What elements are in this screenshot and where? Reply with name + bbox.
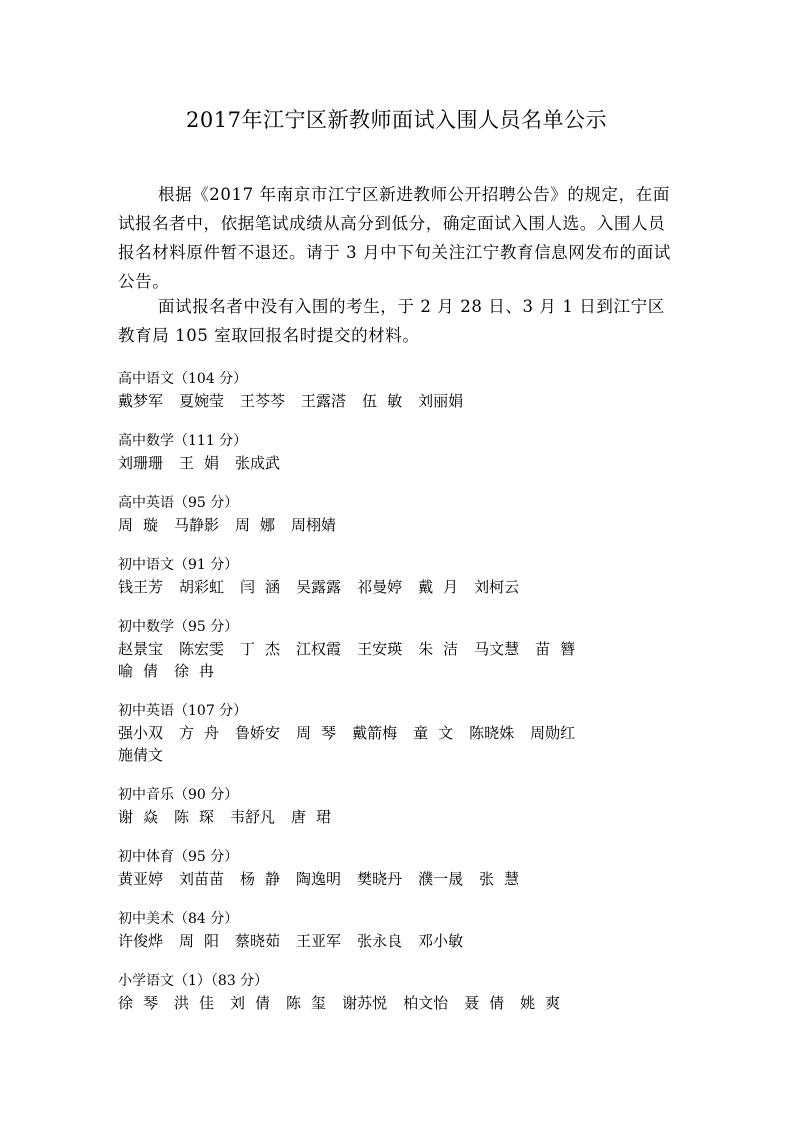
- subject-title: 高中英语（95 分）: [118, 495, 239, 511]
- paragraph-material-return: 面试报名者中没有入围的考生，于 2 月 28 日、3 月 1 日到江宁区教育局 105 室取回报名时提交的材料。: [118, 297, 665, 345]
- candidate-names: [118, 930, 678, 952]
- candidate-name: 陈宏雯: [179, 640, 225, 658]
- subject-section: [118, 370, 678, 412]
- candidate-name: 方舟: [179, 724, 230, 742]
- candidate-name: 濮一晟: [418, 870, 464, 888]
- candidate-name: 谢苏悦: [342, 994, 388, 1012]
- candidate-names: [118, 514, 678, 536]
- candidate-row: [118, 930, 678, 952]
- subject-section: [118, 494, 678, 536]
- candidate-name: 周栩婧: [291, 516, 337, 534]
- candidate-name: 赵景宝: [118, 640, 164, 658]
- candidate-name: 刘柯云: [474, 578, 520, 596]
- candidate-name: 戴箭梅: [352, 724, 398, 742]
- candidate-row: [118, 576, 678, 598]
- subject-title: 初中美术（84 分）: [118, 911, 239, 927]
- candidate-name: 周琴: [296, 724, 347, 742]
- candidate-name: 王露溚: [301, 392, 347, 410]
- candidate-name: 吴露露: [296, 578, 342, 596]
- candidate-name: 周阳: [179, 932, 230, 950]
- candidate-row: [118, 390, 678, 412]
- candidate-name: 闫涵: [240, 578, 291, 596]
- subject-section: [118, 618, 678, 682]
- candidate-name: 姚爽: [520, 994, 571, 1012]
- subject-title: 初中数学（95 分）: [118, 619, 239, 635]
- candidate-name: 马文慧: [474, 640, 520, 658]
- subject-section: [118, 432, 678, 474]
- candidate-name: 朱洁: [418, 640, 469, 658]
- candidate-name: 黄亚婷: [118, 870, 164, 888]
- candidate-name: 邓小敏: [418, 932, 464, 950]
- candidate-name: 夏婉莹: [179, 392, 225, 410]
- candidate-name: 陈琛: [174, 808, 225, 826]
- candidate-name: 刘珊珊: [118, 454, 164, 472]
- candidate-name: 樊晓丹: [357, 870, 403, 888]
- candidate-name: 杨静: [240, 870, 291, 888]
- candidate-name: 强小双: [118, 724, 164, 742]
- candidate-name: 苗簪: [535, 640, 586, 658]
- subject-section: [118, 556, 678, 598]
- candidate-name: 许俊烨: [118, 932, 164, 950]
- candidate-row: [118, 638, 678, 660]
- candidate-row: [118, 514, 678, 536]
- candidate-name: 洪佳: [174, 994, 225, 1012]
- candidate-name: 王安瑛: [357, 640, 403, 658]
- candidate-names: [118, 722, 678, 766]
- subject-title: 高中数学（111 分）: [118, 433, 248, 449]
- candidate-name: 徐冉: [174, 662, 225, 680]
- candidate-name: 施倩文: [118, 746, 164, 764]
- candidate-name: 陶逸明: [296, 870, 342, 888]
- candidate-name: 周璇: [118, 516, 169, 534]
- candidate-row: [118, 660, 678, 682]
- candidate-row: [118, 722, 678, 744]
- candidate-name: 王娟: [179, 454, 230, 472]
- candidate-name: 戴梦军: [118, 392, 164, 410]
- candidate-name: 张永良: [357, 932, 403, 950]
- candidate-name: 张成武: [235, 454, 281, 472]
- subject-section: [118, 972, 678, 1014]
- candidate-row: [118, 992, 678, 1014]
- candidate-names: [118, 868, 678, 890]
- candidate-name: 马静影: [174, 516, 220, 534]
- candidate-name: 柏文怡: [403, 994, 449, 1012]
- candidate-name: 刘倩: [230, 994, 281, 1012]
- candidate-name: 陈晓姝: [469, 724, 515, 742]
- candidate-row: [118, 806, 678, 828]
- candidate-name: 戴月: [418, 578, 469, 596]
- candidate-row: [118, 868, 678, 890]
- paragraph-regulation: 根据《2017 年南京市江宁区新进教师公开招聘公告》的规定，在面试报名者中，依据笔试成绩从高分到低分，确定面试入围人选。入围人员报名材料原件暂不退还。请于 3 月中下旬关注江宁教育信息网发布的面试公告。: [118, 185, 671, 291]
- candidate-name: 张慧: [479, 870, 530, 888]
- candidate-name: 王亚军: [296, 932, 342, 950]
- candidate-name: 谢焱: [118, 808, 169, 826]
- candidate-name: 胡彩虹: [179, 578, 225, 596]
- candidate-name: 唐珺: [291, 808, 342, 826]
- candidate-names: [118, 576, 678, 598]
- subject-title: 初中英语（107 分）: [118, 703, 248, 719]
- candidate-names: [118, 452, 678, 474]
- candidate-row: [118, 452, 678, 474]
- candidate-name: 童文: [413, 724, 464, 742]
- candidate-name: 徐琴: [118, 994, 169, 1012]
- candidate-name: 陈玺: [286, 994, 337, 1012]
- subject-section: [118, 702, 678, 766]
- candidate-name: 江权霞: [296, 640, 342, 658]
- subject-title: 初中音乐（90 分）: [118, 787, 239, 803]
- candidate-names: [118, 638, 678, 682]
- candidate-name: 伍敏: [362, 392, 413, 410]
- candidate-name: 刘苗苗: [179, 870, 225, 888]
- subject-title: 小学语文（1）（83 分）: [118, 973, 269, 989]
- candidate-row: [118, 744, 678, 766]
- page-title: 2017年江宁区新教师面试入围人员名单公示: [186, 108, 607, 132]
- subject-section: [118, 910, 678, 952]
- candidate-name: 周娜: [235, 516, 286, 534]
- subject-section: [118, 786, 678, 828]
- subject-title: 初中体育（95 分）: [118, 849, 239, 865]
- subject-title: 高中语文（104 分）: [118, 371, 248, 387]
- candidate-name: 周勋红: [530, 724, 576, 742]
- candidate-name: 蔡晓茹: [235, 932, 281, 950]
- candidate-name: 刘丽娟: [418, 392, 464, 410]
- subject-title: 初中语文（91 分）: [118, 557, 239, 573]
- candidate-name: 鲁娇安: [235, 724, 281, 742]
- candidate-names: [118, 992, 678, 1014]
- candidate-name: 聂倩: [464, 994, 515, 1012]
- subject-section: [118, 848, 678, 890]
- candidate-name: 钱王芳: [118, 578, 164, 596]
- candidate-name: 喻倩: [118, 662, 169, 680]
- candidate-names: [118, 390, 678, 412]
- candidate-name: 王芩芩: [240, 392, 286, 410]
- candidate-name: 韦舒凡: [230, 808, 276, 826]
- candidate-names: [118, 806, 678, 828]
- candidate-name: 祁曼婷: [357, 578, 403, 596]
- candidate-name: 丁杰: [240, 640, 291, 658]
